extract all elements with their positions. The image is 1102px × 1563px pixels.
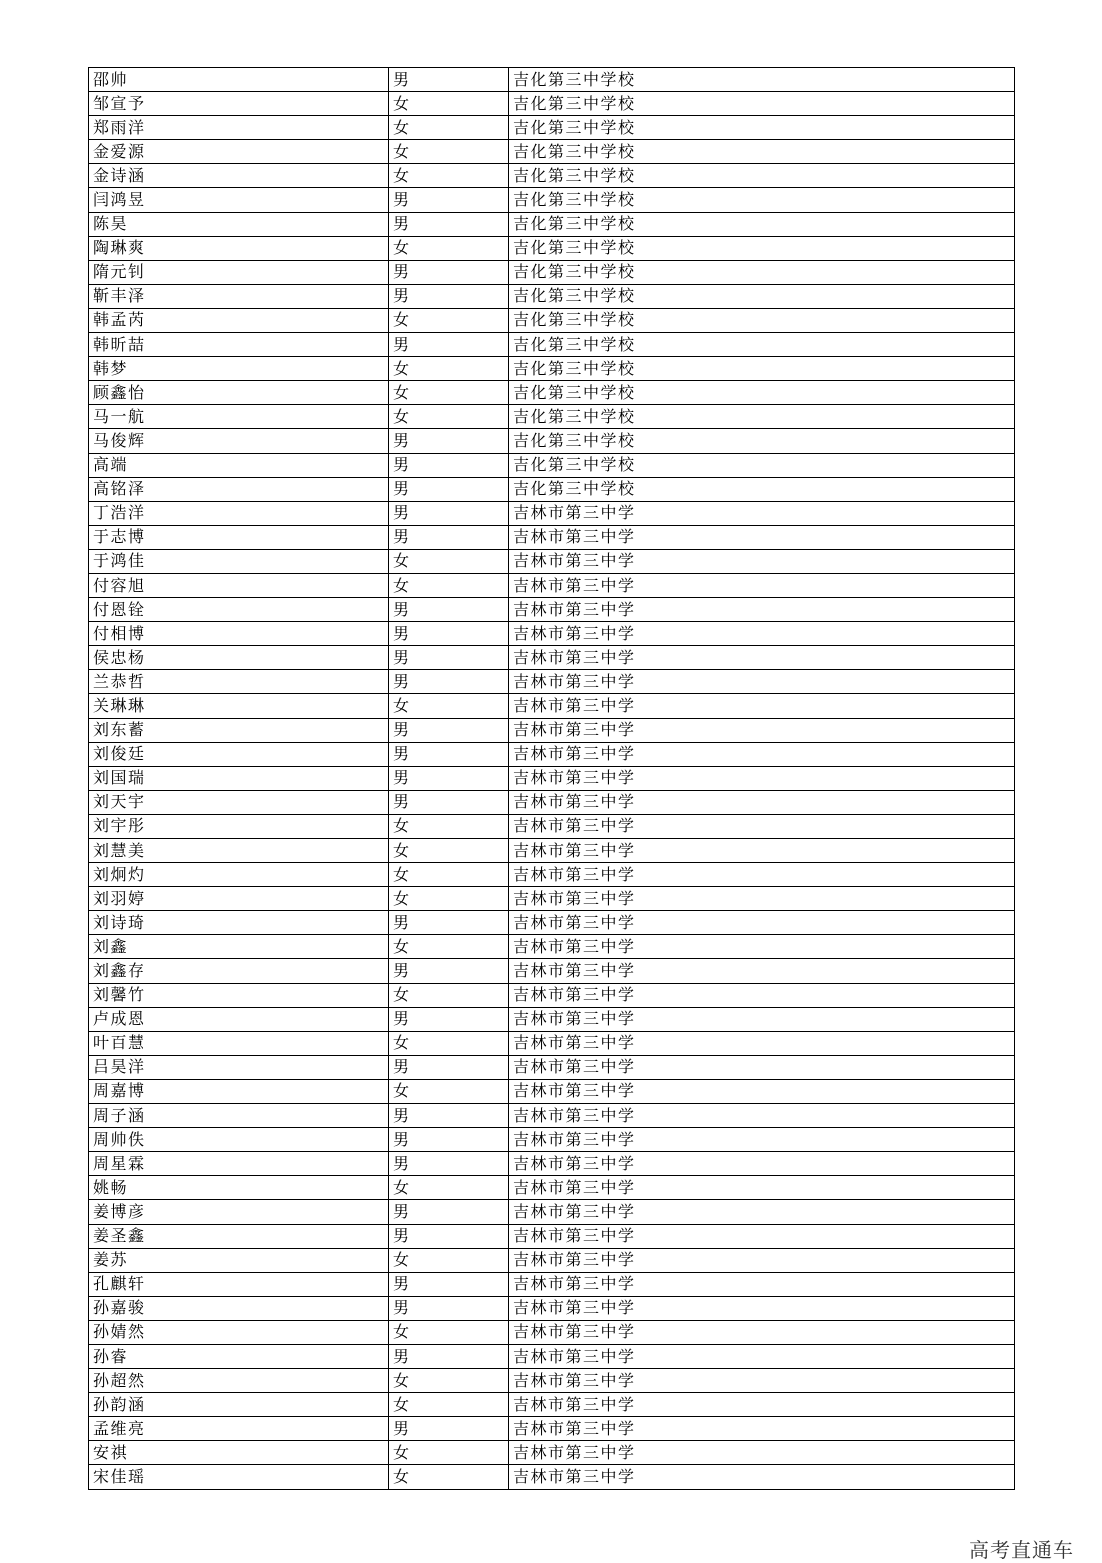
table-row	[89, 1320, 1015, 1344]
table-row	[89, 1248, 1015, 1272]
gender-cell: 男	[389, 911, 509, 935]
table-row	[89, 1104, 1015, 1128]
student-name-cell: 兰恭哲	[89, 670, 389, 694]
gender-cell: 女	[389, 357, 509, 381]
student-name-cell: 刘国瑞	[89, 766, 389, 790]
school-cell: 吉林市第三中学	[509, 525, 1015, 549]
gender-cell: 男	[389, 1104, 509, 1128]
table-row	[89, 573, 1015, 597]
school-cell: 吉林市第三中学	[509, 814, 1015, 838]
gender-cell: 女	[389, 405, 509, 429]
student-name-cell: 姜圣鑫	[89, 1224, 389, 1248]
school-cell: 吉林市第三中学	[509, 742, 1015, 766]
school-cell: 吉林市第三中学	[509, 935, 1015, 959]
student-name-cell: 金诗涵	[89, 164, 389, 188]
school-cell: 吉林市第三中学	[509, 1248, 1015, 1272]
student-name-cell: 刘慧美	[89, 839, 389, 863]
table-row	[89, 1055, 1015, 1079]
gender-cell: 女	[389, 814, 509, 838]
gender-cell: 男	[389, 670, 509, 694]
table-row	[89, 333, 1015, 357]
school-cell: 吉化第三中学校	[509, 333, 1015, 357]
school-cell: 吉化第三中学校	[509, 405, 1015, 429]
school-cell: 吉林市第三中学	[509, 790, 1015, 814]
student-name-cell: 刘俊廷	[89, 742, 389, 766]
table-row	[89, 212, 1015, 236]
student-name-cell: 关琳琳	[89, 694, 389, 718]
school-cell: 吉化第三中学校	[509, 116, 1015, 140]
school-cell: 吉林市第三中学	[509, 718, 1015, 742]
student-name-cell: 孙睿	[89, 1344, 389, 1368]
school-cell: 吉林市第三中学	[509, 1007, 1015, 1031]
gender-cell: 男	[389, 333, 509, 357]
table-row	[89, 911, 1015, 935]
table-row	[89, 381, 1015, 405]
table-row	[89, 116, 1015, 140]
gender-cell: 男	[389, 1007, 509, 1031]
table-row	[89, 935, 1015, 959]
school-cell: 吉林市第三中学	[509, 622, 1015, 646]
student-name-cell: 孙嘉骏	[89, 1296, 389, 1320]
table-row	[89, 453, 1015, 477]
student-name-cell: 韩梦	[89, 357, 389, 381]
gender-cell: 男	[389, 1344, 509, 1368]
gender-cell: 女	[389, 935, 509, 959]
gender-cell: 男	[389, 68, 509, 92]
gender-cell: 女	[389, 116, 509, 140]
student-name-cell: 顾鑫怡	[89, 381, 389, 405]
school-cell: 吉林市第三中学	[509, 1031, 1015, 1055]
table-row	[89, 1296, 1015, 1320]
student-name-cell: 韩昕喆	[89, 333, 389, 357]
table-row	[89, 284, 1015, 308]
student-name-cell: 高铭泽	[89, 477, 389, 501]
school-cell: 吉化第三中学校	[509, 260, 1015, 284]
school-cell: 吉林市第三中学	[509, 1128, 1015, 1152]
gender-cell: 女	[389, 381, 509, 405]
school-cell: 吉林市第三中学	[509, 646, 1015, 670]
gender-cell: 男	[389, 1272, 509, 1296]
gender-cell: 女	[389, 1465, 509, 1489]
gender-cell: 男	[389, 1417, 509, 1441]
table-row	[89, 598, 1015, 622]
school-cell: 吉林市第三中学	[509, 1320, 1015, 1344]
student-name-cell: 刘羽婷	[89, 887, 389, 911]
table-row	[89, 742, 1015, 766]
school-cell: 吉林市第三中学	[509, 1344, 1015, 1368]
school-cell: 吉化第三中学校	[509, 308, 1015, 332]
school-cell: 吉林市第三中学	[509, 1393, 1015, 1417]
gender-cell: 男	[389, 1055, 509, 1079]
gender-cell: 女	[389, 1031, 509, 1055]
student-name-cell: 付容旭	[89, 573, 389, 597]
gender-cell: 男	[389, 1152, 509, 1176]
table-row	[89, 164, 1015, 188]
gender-cell: 女	[389, 839, 509, 863]
student-name-cell: 刘天宇	[89, 790, 389, 814]
gender-cell: 男	[389, 1200, 509, 1224]
gender-cell: 男	[389, 525, 509, 549]
school-cell: 吉化第三中学校	[509, 357, 1015, 381]
student-name-cell: 孔麒轩	[89, 1272, 389, 1296]
table-row	[89, 92, 1015, 116]
student-name-cell: 姜苏	[89, 1248, 389, 1272]
gender-cell: 男	[389, 1224, 509, 1248]
school-cell: 吉林市第三中学	[509, 983, 1015, 1007]
school-cell: 吉化第三中学校	[509, 381, 1015, 405]
school-cell: 吉林市第三中学	[509, 1369, 1015, 1393]
school-cell: 吉化第三中学校	[509, 453, 1015, 477]
student-name-cell: 刘鑫存	[89, 959, 389, 983]
table-row	[89, 1465, 1015, 1489]
school-cell: 吉林市第三中学	[509, 887, 1015, 911]
student-name-cell: 马俊辉	[89, 429, 389, 453]
gender-cell: 男	[389, 646, 509, 670]
student-name-cell: 安祺	[89, 1441, 389, 1465]
school-cell: 吉林市第三中学	[509, 1441, 1015, 1465]
school-cell: 吉化第三中学校	[509, 429, 1015, 453]
school-cell: 吉林市第三中学	[509, 1200, 1015, 1224]
student-name-cell: 刘鑫	[89, 935, 389, 959]
student-name-cell: 隋元钊	[89, 260, 389, 284]
table-row	[89, 790, 1015, 814]
student-name-cell: 丁浩洋	[89, 501, 389, 525]
table-row	[89, 1272, 1015, 1296]
school-cell: 吉林市第三中学	[509, 1055, 1015, 1079]
table-row	[89, 622, 1015, 646]
gender-cell: 男	[389, 501, 509, 525]
student-name-cell: 周子涵	[89, 1104, 389, 1128]
gender-cell: 男	[389, 766, 509, 790]
school-cell: 吉林市第三中学	[509, 839, 1015, 863]
table-row	[89, 1079, 1015, 1103]
school-cell: 吉化第三中学校	[509, 140, 1015, 164]
table-row	[89, 1200, 1015, 1224]
student-name-cell: 于鸿佳	[89, 549, 389, 573]
student-name-cell: 刘东蓄	[89, 718, 389, 742]
school-cell: 吉林市第三中学	[509, 766, 1015, 790]
school-cell: 吉林市第三中学	[509, 1272, 1015, 1296]
gender-cell: 男	[389, 212, 509, 236]
gender-cell: 女	[389, 236, 509, 260]
student-name-cell: 姜博彦	[89, 1200, 389, 1224]
student-name-cell: 孟维亮	[89, 1417, 389, 1441]
gender-cell: 男	[389, 284, 509, 308]
student-name-cell: 陈昊	[89, 212, 389, 236]
table-row	[89, 477, 1015, 501]
student-name-cell: 付恩铨	[89, 598, 389, 622]
student-name-cell: 马一航	[89, 405, 389, 429]
school-cell: 吉化第三中学校	[509, 212, 1015, 236]
school-cell: 吉林市第三中学	[509, 501, 1015, 525]
student-name-cell: 金爱源	[89, 140, 389, 164]
table-row	[89, 260, 1015, 284]
school-cell: 吉林市第三中学	[509, 1417, 1015, 1441]
table-row	[89, 1417, 1015, 1441]
student-name-cell: 刘炯灼	[89, 863, 389, 887]
student-name-cell: 于志博	[89, 525, 389, 549]
student-name-cell: 陶琳爽	[89, 236, 389, 260]
gender-cell: 女	[389, 1369, 509, 1393]
student-name-cell: 郑雨洋	[89, 116, 389, 140]
gender-cell: 男	[389, 477, 509, 501]
table-row	[89, 1152, 1015, 1176]
school-cell: 吉林市第三中学	[509, 959, 1015, 983]
table-row	[89, 1369, 1015, 1393]
gender-cell: 男	[389, 453, 509, 477]
table-row	[89, 983, 1015, 1007]
table-row	[89, 68, 1015, 92]
student-name-cell: 闫鸿昱	[89, 188, 389, 212]
table-row	[89, 1007, 1015, 1031]
school-cell: 吉林市第三中学	[509, 670, 1015, 694]
student-name-cell: 孙超然	[89, 1369, 389, 1393]
student-name-cell: 高端	[89, 453, 389, 477]
table-row	[89, 694, 1015, 718]
school-cell: 吉林市第三中学	[509, 863, 1015, 887]
school-cell: 吉林市第三中学	[509, 1224, 1015, 1248]
gender-cell: 男	[389, 742, 509, 766]
student-name-cell: 周帅佚	[89, 1128, 389, 1152]
table-row	[89, 188, 1015, 212]
gender-cell: 女	[389, 549, 509, 573]
school-cell: 吉化第三中学校	[509, 188, 1015, 212]
gender-cell: 女	[389, 1441, 509, 1465]
gender-cell: 女	[389, 92, 509, 116]
school-cell: 吉林市第三中学	[509, 694, 1015, 718]
school-cell: 吉林市第三中学	[509, 1152, 1015, 1176]
student-name-cell: 周星霖	[89, 1152, 389, 1176]
school-cell: 吉林市第三中学	[509, 573, 1015, 597]
school-cell: 吉林市第三中学	[509, 1176, 1015, 1200]
student-name-cell: 付相博	[89, 622, 389, 646]
table-row	[89, 814, 1015, 838]
table-row	[89, 308, 1015, 332]
gender-cell: 男	[389, 188, 509, 212]
school-cell: 吉林市第三中学	[509, 549, 1015, 573]
student-name-cell: 邹宣予	[89, 92, 389, 116]
table-row	[89, 405, 1015, 429]
table-row	[89, 1031, 1015, 1055]
gender-cell: 女	[389, 887, 509, 911]
school-cell: 吉林市第三中学	[509, 1465, 1015, 1489]
watermark: 高考直通车	[969, 1538, 1074, 1562]
gender-cell: 男	[389, 790, 509, 814]
table-row	[89, 357, 1015, 381]
gender-cell: 女	[389, 863, 509, 887]
student-table	[88, 67, 1015, 1490]
table-row	[89, 140, 1015, 164]
table-row	[89, 1344, 1015, 1368]
school-cell: 吉化第三中学校	[509, 284, 1015, 308]
school-cell: 吉化第三中学校	[509, 68, 1015, 92]
table-row	[89, 863, 1015, 887]
table-row	[89, 839, 1015, 863]
gender-cell: 女	[389, 1079, 509, 1103]
table-row	[89, 959, 1015, 983]
table-row	[89, 1128, 1015, 1152]
table-row	[89, 429, 1015, 453]
gender-cell: 男	[389, 718, 509, 742]
gender-cell: 女	[389, 573, 509, 597]
school-cell: 吉化第三中学校	[509, 477, 1015, 501]
gender-cell: 女	[389, 694, 509, 718]
table-row	[89, 1441, 1015, 1465]
table-row	[89, 670, 1015, 694]
student-name-cell: 姚畅	[89, 1176, 389, 1200]
student-name-cell: 刘宇彤	[89, 814, 389, 838]
gender-cell: 男	[389, 1128, 509, 1152]
student-name-cell: 宋佳瑶	[89, 1465, 389, 1489]
school-cell: 吉化第三中学校	[509, 92, 1015, 116]
school-cell: 吉化第三中学校	[509, 164, 1015, 188]
table-row	[89, 766, 1015, 790]
table-row	[89, 549, 1015, 573]
student-name-cell: 孙婧然	[89, 1320, 389, 1344]
gender-cell: 男	[389, 622, 509, 646]
gender-cell: 女	[389, 1393, 509, 1417]
student-name-cell: 叶百慧	[89, 1031, 389, 1055]
table-row	[89, 646, 1015, 670]
table-row	[89, 887, 1015, 911]
student-name-cell: 孙韵涵	[89, 1393, 389, 1417]
student-name-cell: 刘馨竹	[89, 983, 389, 1007]
gender-cell: 男	[389, 1296, 509, 1320]
school-cell: 吉林市第三中学	[509, 598, 1015, 622]
student-name-cell: 侯忠杨	[89, 646, 389, 670]
gender-cell: 男	[389, 260, 509, 284]
school-cell: 吉林市第三中学	[509, 1079, 1015, 1103]
gender-cell: 女	[389, 1320, 509, 1344]
table-row	[89, 1393, 1015, 1417]
student-name-cell: 吕昊洋	[89, 1055, 389, 1079]
table-row	[89, 525, 1015, 549]
student-name-cell: 刘诗琦	[89, 911, 389, 935]
student-name-cell: 靳丰泽	[89, 284, 389, 308]
table-row	[89, 501, 1015, 525]
gender-cell: 男	[389, 598, 509, 622]
school-cell: 吉林市第三中学	[509, 911, 1015, 935]
table-row	[89, 718, 1015, 742]
student-name-cell: 卢成恩	[89, 1007, 389, 1031]
student-table-body	[89, 68, 1015, 1490]
gender-cell: 女	[389, 1248, 509, 1272]
gender-cell: 女	[389, 308, 509, 332]
gender-cell: 女	[389, 140, 509, 164]
gender-cell: 女	[389, 983, 509, 1007]
table-row	[89, 236, 1015, 260]
table-row	[89, 1224, 1015, 1248]
school-cell: 吉化第三中学校	[509, 236, 1015, 260]
school-cell: 吉林市第三中学	[509, 1104, 1015, 1128]
gender-cell: 女	[389, 164, 509, 188]
gender-cell: 女	[389, 1176, 509, 1200]
student-name-cell: 周嘉博	[89, 1079, 389, 1103]
student-name-cell: 韩孟芮	[89, 308, 389, 332]
gender-cell: 男	[389, 959, 509, 983]
student-name-cell: 邵帅	[89, 68, 389, 92]
school-cell: 吉林市第三中学	[509, 1296, 1015, 1320]
gender-cell: 男	[389, 429, 509, 453]
table-row	[89, 1176, 1015, 1200]
